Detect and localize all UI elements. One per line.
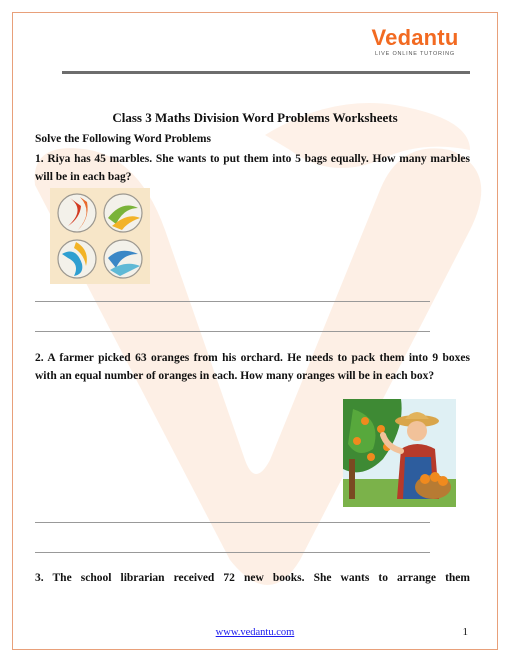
question-1: 1. Riya has 45 marbles. She wants to put them into 5 bags equally. How many marbles will be in each bag? [35, 153, 470, 183]
question-3: 3. The school librarian received 72 new books. She wants to arrange them [35, 572, 470, 584]
worksheet-title: Class 3 Maths Division Word Problems Worksheets [112, 110, 398, 125]
vedantu-logo [360, 26, 470, 57]
marbles-illustration [50, 188, 150, 284]
website-link[interactable]: www.vedantu.com [215, 627, 295, 638]
logo-wordmark: Vedantu [371, 25, 459, 50]
farmer-picking-oranges-illustration [343, 399, 456, 507]
answer-line[interactable] [35, 331, 430, 332]
answer-line[interactable] [35, 522, 430, 523]
answer-line[interactable] [35, 552, 430, 553]
logo-tagline: LIVE ONLINE TUTORING [375, 51, 455, 57]
header-divider [62, 71, 470, 74]
page-number: 1 [462, 626, 468, 638]
section-heading: Solve the Following Word Problems [35, 133, 211, 145]
question-2: 2. A farmer picked 63 oranges from his orchard. He needs to pack them into 9 boxes with an equal number of oranges in each. How many oranges will be in each box? [35, 352, 470, 382]
answer-line[interactable] [35, 301, 430, 302]
